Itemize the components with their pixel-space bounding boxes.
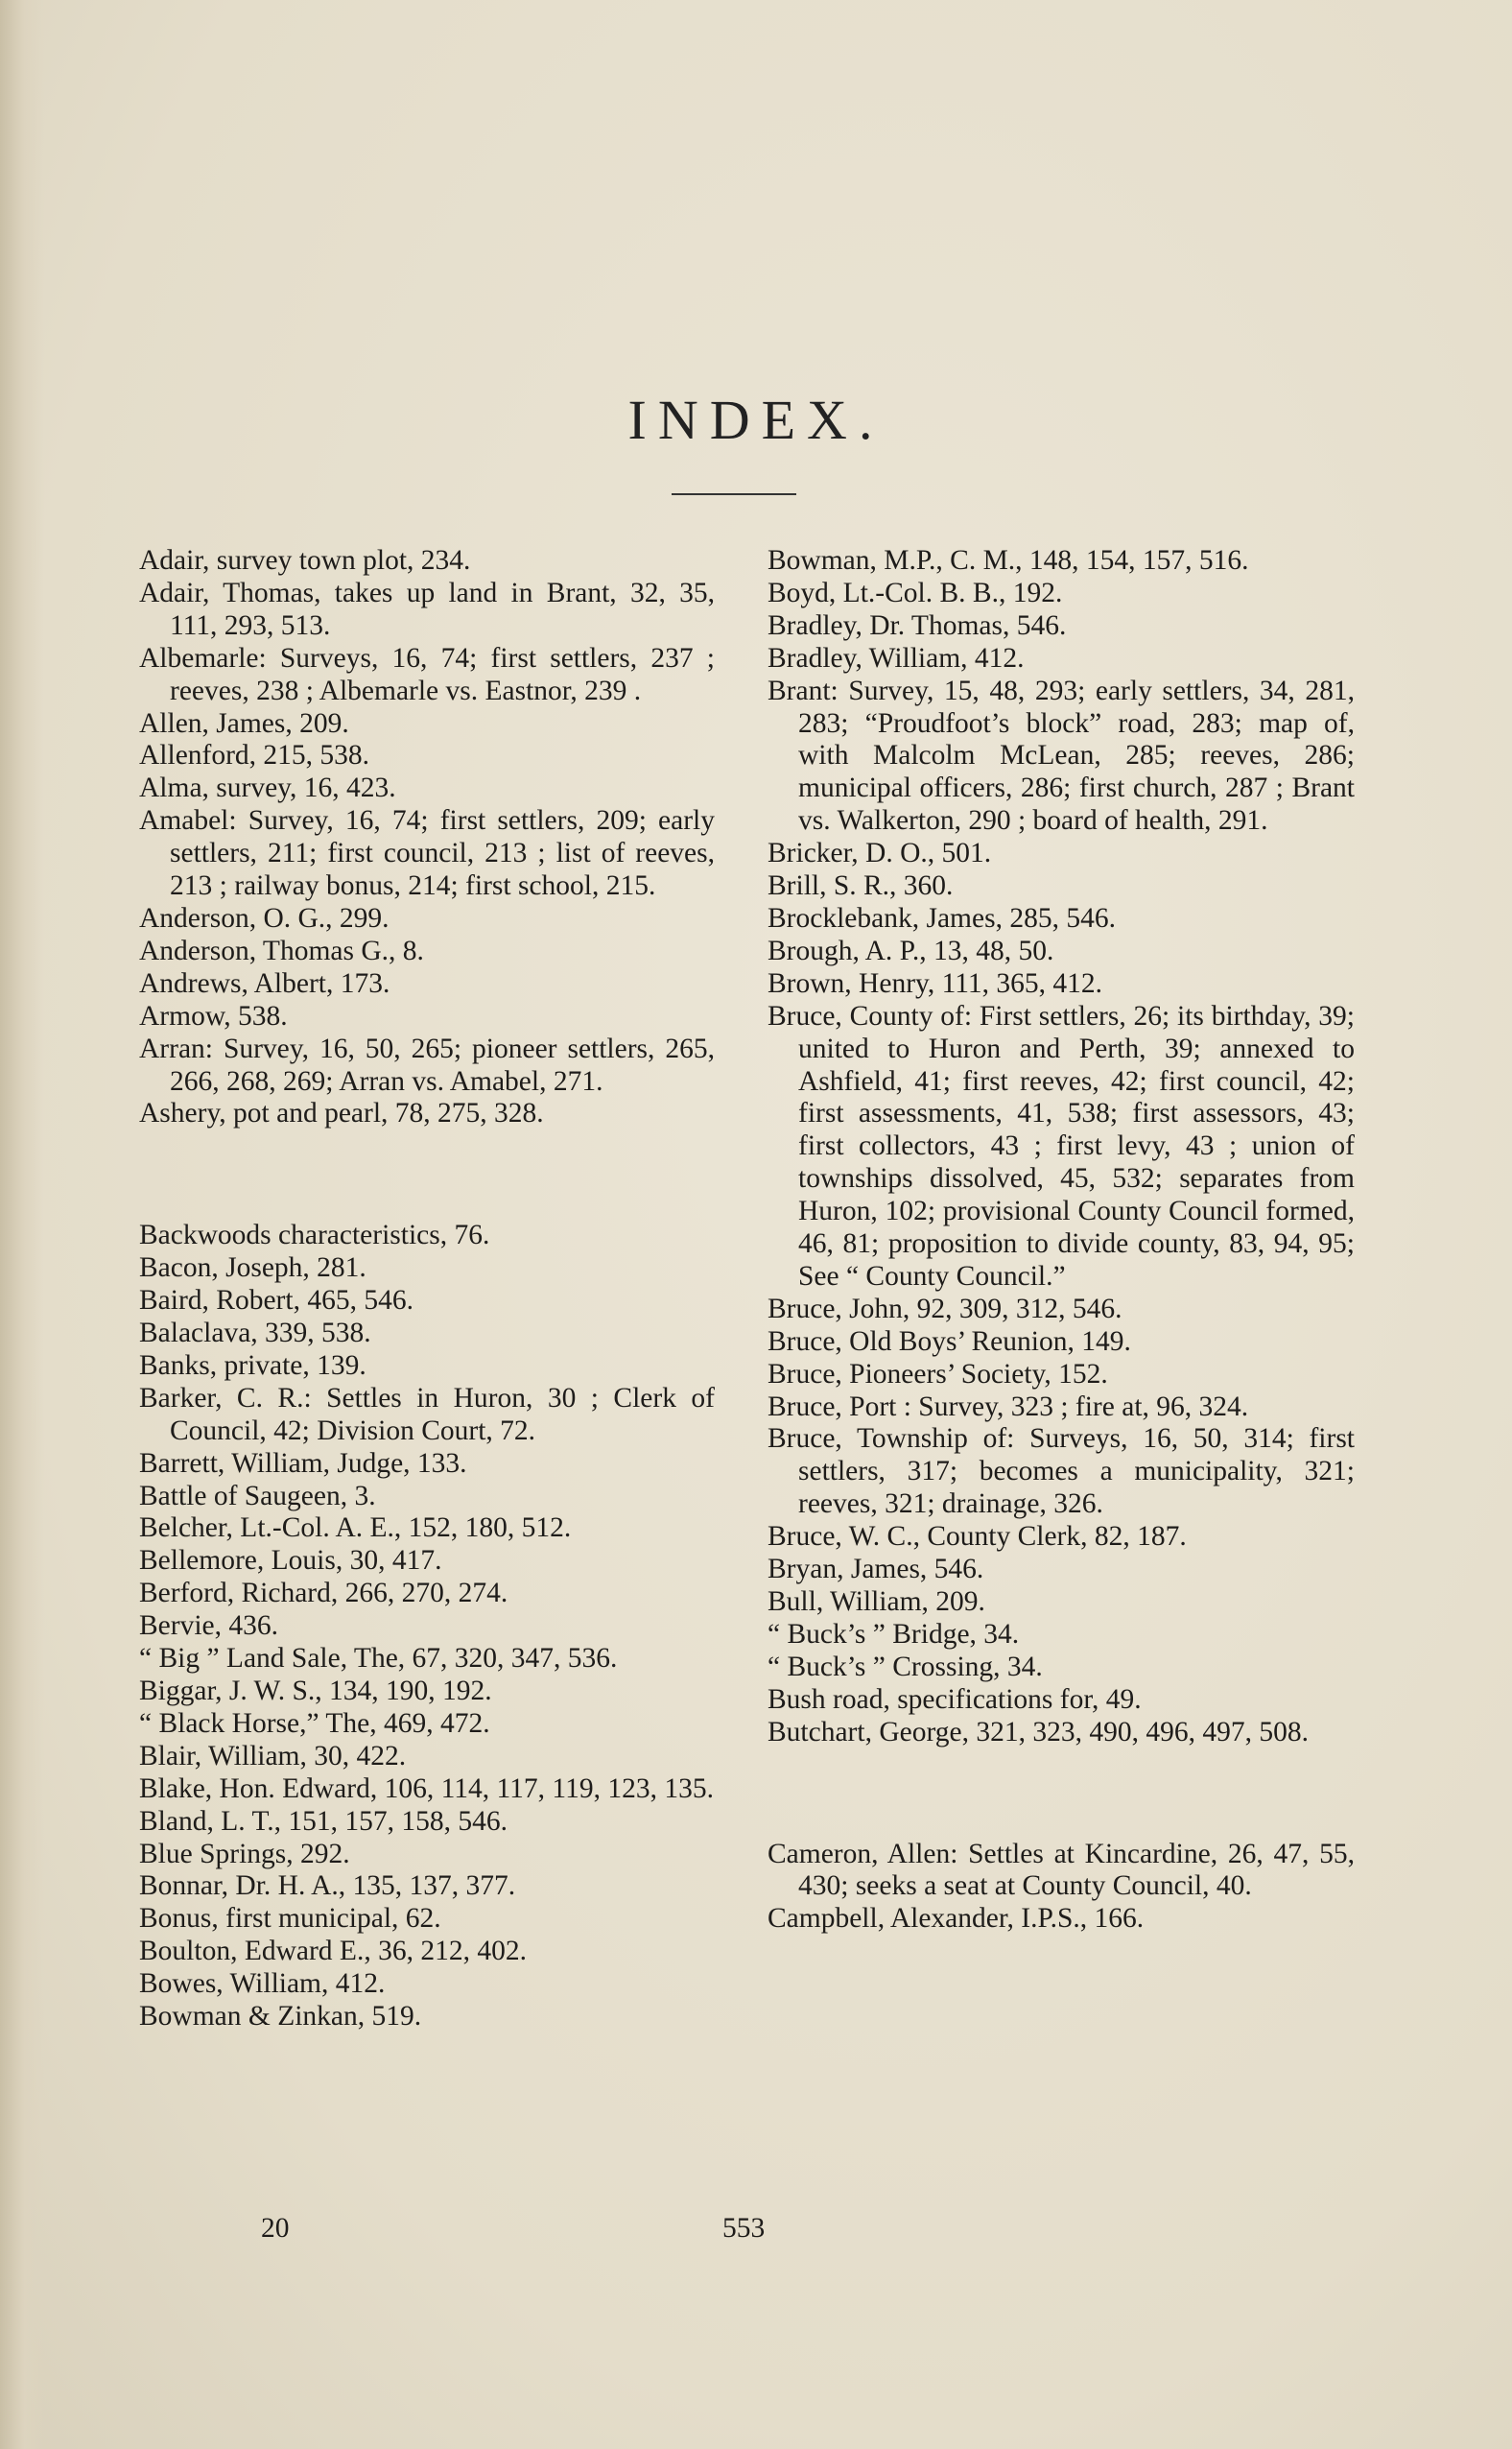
index-entry: “ Buck’s ” Bridge, 34.: [768, 1618, 1020, 1650]
index-entry: Bruce, County of: First settlers, 26; its birthday, 39; united to Huron and Perth, 39; annexed to Ashfield, 41; first reeves, 42; first council, 42; first assessments, 41, 538; first assessors, 43; first collectors, 43 ; first levy, 43 ; union of townships dissolved, 45, 532; separates from Huron, 102; provisional County Council formed, 46, 81; proposition to divide county, 83, 94, 95; See “ County Council.”: [768, 1000, 1355, 1292]
index-entry: Andrews, Albert, 173.: [139, 967, 390, 999]
index-entry: Bruce, Township of: Surveys, 16, 50, 314; first settlers, 317; becomes a municipality, 321; reeves, 321; drainage, 326.: [768, 1423, 1355, 1520]
index-entry: Butchart, George, 321, 323, 490, 496, 497, 508.: [768, 1716, 1309, 1748]
index-entry: Bradley, William, 412.: [768, 642, 1025, 674]
index-entry: Armow, 538.: [139, 1000, 288, 1032]
title-rule: [672, 493, 796, 495]
index-entry: Bush road, specifications for, 49.: [768, 1683, 1142, 1715]
index-section-gap: [139, 1159, 715, 1192]
index-entry: Adair, survey town plot, 234.: [139, 545, 471, 576]
index-entry: Amabel: Survey, 16, 74; first settlers, 209; early settlers, 211; first council, 213 ; list of reeves, 213 ; railway bonus, 214; first school, 215.: [139, 805, 715, 902]
index-entry: Bervie, 436.: [139, 1610, 279, 1642]
index-entry: Alma, survey, 16, 423.: [139, 773, 396, 804]
index-column-right: [768, 545, 1355, 1936]
book-spine-shadow: [0, 0, 44, 2449]
index-entry: Bruce, John, 92, 309, 312, 546.: [768, 1293, 1122, 1324]
index-entry: Allen, James, 209.: [139, 707, 349, 739]
index-entry: Anderson, O. G., 299.: [139, 902, 390, 934]
index-entry: Bonus, first municipal, 62.: [139, 1903, 441, 1935]
index-entry: Arran: Survey, 16, 50, 265; pioneer settlers, 265, 266, 268, 269; Arran vs. Amabel, 271.: [139, 1033, 715, 1097]
index-entry: Balaclava, 339, 538.: [139, 1318, 371, 1349]
index-entry: Bacon, Joseph, 281.: [139, 1252, 366, 1284]
index-entry: Albemarle: Surveys, 16, 74; first settlers, 237 ; reeves, 238 ; Albemarle vs. Eastnor, 239 .: [139, 642, 715, 706]
index-entry: Bricker, D. O., 501.: [768, 838, 992, 869]
index-column-left: [139, 545, 715, 2033]
index-entry: Bruce, Port : Survey, 323 ; fire at, 96, 324.: [768, 1391, 1249, 1422]
index-entry: Bonnar, Dr. H. A., 135, 137, 377.: [139, 1870, 516, 1902]
index-entry: Bruce, W. C., County Clerk, 82, 187.: [768, 1521, 1187, 1553]
index-entry: Boulton, Edward E., 36, 212, 402.: [139, 1936, 527, 1967]
index-entry: Backwoods characteristics, 76.: [139, 1220, 490, 1251]
index-entry: Bellemore, Louis, 30, 417.: [139, 1545, 442, 1577]
index-section-gap: [768, 1777, 1355, 1810]
page-number: 553: [722, 2213, 766, 2244]
index-entry: “ Big ” Land Sale, The, 67, 320, 347, 536.: [139, 1643, 618, 1675]
index-entry: Bradley, Dr. Thomas, 546.: [768, 609, 1067, 641]
index-entry: Bruce, Old Boys’ Reunion, 149.: [768, 1325, 1131, 1357]
index-entry: Ashery, pot and pearl, 78, 275, 328.: [139, 1098, 544, 1129]
index-entry: Bull, William, 209.: [768, 1586, 985, 1617]
index-entry: Bowes, William, 412.: [139, 1968, 386, 2000]
page-title: INDEX.: [627, 389, 885, 451]
index-entry: Berford, Richard, 266, 270, 274.: [139, 1578, 508, 1609]
index-entry: “ Black Horse,” The, 469, 472.: [139, 1707, 490, 1739]
index-entry: “ Buck’s ” Crossing, 34.: [768, 1651, 1043, 1682]
index-entry: Brown, Henry, 111, 365, 412.: [768, 967, 1103, 999]
index-entry: Bowman & Zinkan, 519.: [139, 2001, 422, 2033]
index-entry: Belcher, Lt.-Col. A. E., 152, 180, 512.: [139, 1512, 572, 1544]
index-entry: Adair, Thomas, takes up land in Brant, 32, 35, 111, 293, 513.: [139, 577, 715, 641]
index-entry: Blue Springs, 292.: [139, 1838, 350, 1869]
index-entry: Boyd, Lt.-Col. B. B., 192.: [768, 577, 1063, 608]
signature-mark: 20: [261, 2213, 290, 2244]
index-entry: Banks, private, 139.: [139, 1349, 366, 1381]
index-entry: Biggar, J. W. S., 134, 190, 192.: [139, 1676, 492, 1706]
index-entry: Bowman, M.P., C. M., 148, 154, 157, 516.: [768, 545, 1249, 576]
index-entry: Barker, C. R.: Settles in Huron, 30 ; Clerk of Council, 42; Division Court, 72.: [139, 1382, 715, 1446]
index-entry: Brough, A. P., 13, 48, 50.: [768, 935, 1054, 966]
index-entry: Battle of Saugeen, 3.: [139, 1480, 376, 1511]
index-entry: Bland, L. T., 151, 157, 158, 546.: [139, 1805, 508, 1837]
index-entry: Baird, Robert, 465, 546.: [139, 1285, 413, 1317]
index-entry: Campbell, Alexander, I.P.S., 166.: [768, 1903, 1145, 1935]
index-entry: Bruce, Pioneers’ Society, 152.: [768, 1358, 1108, 1390]
index-entry: Blair, William, 30, 422.: [139, 1740, 407, 1771]
index-entry: Cameron, Allen: Settles at Kincardine, 26, 47, 55, 430; seeks a seat at County Council, 40.: [768, 1838, 1355, 1902]
index-entry: Brant: Survey, 15, 48, 293; early settlers, 34, 281, 283; “Proudfoot’s block” road, 283; map of, with Malcolm McLean, 285; reeves, 286; municipal officers, 286; first church, 287 ; Brant vs. Walkerton, 290 ; board of health, 291.: [768, 675, 1355, 837]
index-entry: Brill, S. R., 360.: [768, 870, 954, 902]
index-entry: Allenford, 215, 538.: [139, 740, 370, 772]
index-entry: Anderson, Thomas G., 8.: [139, 935, 424, 966]
index-entry: Brocklebank, James, 285, 546.: [768, 902, 1116, 934]
index-entry: Blake, Hon. Edward, 106, 114, 117, 119, 123, 135.: [139, 1772, 714, 1804]
index-entry: Barrett, William, Judge, 133.: [139, 1447, 467, 1479]
index-entry: Bryan, James, 546.: [768, 1554, 984, 1585]
